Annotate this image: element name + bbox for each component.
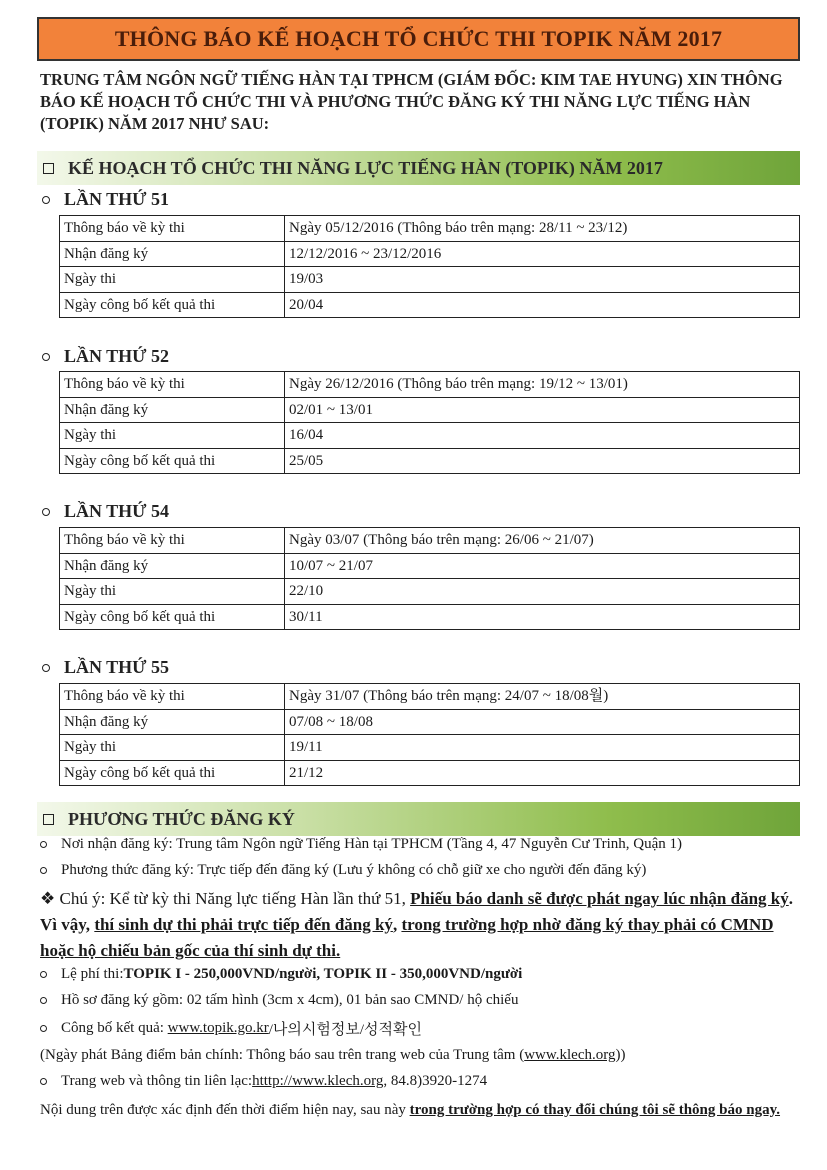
- row-label: Ngày công bố kết quả thi: [60, 760, 285, 786]
- note-emphasis-2: thí sinh dự thi phải trực tiếp đến đăng ký: [94, 915, 393, 934]
- row-value: Ngày 05/12/2016 (Thông báo trên mạng: 28/11 ~ 23/12): [285, 216, 800, 242]
- bullet-circle-icon: [40, 1025, 47, 1032]
- row-value: 02/01 ~ 13/01: [285, 397, 800, 423]
- certificate-note-prefix: (Ngày phát Bảng điểm bản chính: Thông báo sau trên trang web của Trung tâm (: [40, 1047, 525, 1063]
- round-heading: [42, 189, 169, 210]
- list-item: [40, 992, 518, 1009]
- table-row: [60, 760, 800, 786]
- closing-paragraph: [40, 1099, 800, 1121]
- table-row: [60, 579, 800, 605]
- round-heading-label: LẦN THỨ 55: [64, 657, 170, 677]
- row-value: Ngày 26/12/2016 (Thông báo trên mạng: 19/12 ~ 13/01): [285, 372, 800, 398]
- row-label: Nhận đăng ký: [60, 397, 285, 423]
- table-row: [60, 216, 800, 242]
- row-value: 25/05: [285, 448, 800, 474]
- row-label: Ngày công bố kết quả thi: [60, 604, 285, 630]
- row-label: Nhận đăng ký: [60, 241, 285, 267]
- round-heading-label: LẦN THỨ 52: [64, 346, 170, 366]
- diamond-bullet-icon: ❖: [40, 889, 56, 908]
- note-emphasis-1: Phiếu báo danh sẽ được phát ngay lúc nhận đăng ký: [410, 889, 789, 908]
- row-label: Thông báo về kỳ thi: [60, 528, 285, 554]
- reg-place-text: Nơi nhận đăng ký: Trung tâm Ngôn ngữ Tiếng Hàn tại TPHCM (Tầng 4, 47 Nguyễn Cư Trinh, Quận 1): [61, 836, 683, 852]
- klech-link[interactable]: www.klech.org: [524, 1047, 616, 1063]
- list-item: [40, 836, 682, 853]
- table-row: [60, 241, 800, 267]
- round-heading-label: LẦN THỨ 54: [64, 501, 170, 521]
- row-label: Nhận đăng ký: [60, 709, 285, 735]
- bullet-circle-icon: [40, 971, 47, 978]
- fee-label: Lệ phí thi:: [61, 966, 124, 982]
- contact-suffix: , 84.8)3920-1274: [383, 1073, 488, 1089]
- contact-label: Trang web và thông tin liên lạc:: [61, 1073, 253, 1089]
- row-value: 10/07 ~ 21/07: [285, 553, 800, 579]
- list-item: [40, 966, 522, 983]
- note-mid: . Vì vậy,: [40, 889, 793, 934]
- certificate-note: [40, 1044, 800, 1066]
- bullet-circle-icon: [42, 196, 50, 204]
- bullet-circle-icon: [42, 353, 50, 361]
- closing-emphasis: trong trường hợp có thay đổi chúng tôi sẽ thông báo ngay.: [409, 1102, 781, 1118]
- round-heading-label: LẦN THỨ 51: [64, 189, 170, 209]
- topik-link[interactable]: www.topik.go.kr: [167, 1020, 269, 1036]
- row-label: Thông báo về kỳ thi: [60, 684, 285, 710]
- bullet-circle-icon: [40, 867, 47, 874]
- list-item: [40, 862, 646, 879]
- row-value: 20/04: [285, 292, 800, 318]
- row-label: Thông báo về kỳ thi: [60, 372, 285, 398]
- schedule-table: [59, 683, 800, 786]
- table-row: [60, 735, 800, 761]
- table-row: [60, 553, 800, 579]
- table-row: [60, 372, 800, 398]
- documents-text: Hồ sơ đăng ký gồm: 02 tấm hình (3cm x 4cm), 01 bản sao CMND/ hộ chiếu: [61, 992, 519, 1008]
- section-registration-header: [37, 802, 800, 836]
- reg-method-text: Phương thức đăng ký: Trực tiếp đến đăng ký (Lưu ý không có chỗ giữ xe cho người đến đăng ký): [61, 862, 647, 878]
- round-heading: [42, 346, 169, 367]
- page-title: THÔNG BÁO KẾ HOẠCH TỔ CHỨC THI TOPIK NĂM 2017: [37, 17, 800, 61]
- table-row: [60, 423, 800, 449]
- section-schedule-header: [37, 151, 800, 185]
- note-emphasis-3: trong trường hợp nhờ đăng ký thay phải có CMND hoặc hộ chiếu bản gốc của thí sinh dự thi.: [40, 915, 774, 960]
- important-note: [40, 886, 800, 964]
- schedule-table: [59, 215, 800, 318]
- bullet-circle-icon: [42, 508, 50, 516]
- row-label: Ngày thi: [60, 735, 285, 761]
- row-value: Ngày 03/07 (Thông báo trên mạng: 26/06 ~ 21/07): [285, 528, 800, 554]
- row-value: 22/10: [285, 579, 800, 605]
- table-row: [60, 267, 800, 293]
- note-comma: ,: [392, 915, 402, 934]
- row-label: Ngày thi: [60, 423, 285, 449]
- table-row: [60, 292, 800, 318]
- row-value: 21/12: [285, 760, 800, 786]
- row-label: Ngày thi: [60, 267, 285, 293]
- bullet-circle-icon: [40, 1078, 47, 1085]
- row-label: Ngày công bố kết quả thi: [60, 448, 285, 474]
- row-value: 19/11: [285, 735, 800, 761]
- bullet-circle-icon: [42, 664, 50, 672]
- section-registration-title: PHƯƠNG THỨC ĐĂNG KÝ: [68, 808, 295, 829]
- row-value: Ngày 31/07 (Thông báo trên mạng: 24/07 ~ 18/08월): [285, 684, 800, 710]
- bullet-circle-icon: [40, 997, 47, 1004]
- table-row: [60, 448, 800, 474]
- row-value: 30/11: [285, 604, 800, 630]
- row-label: Thông báo về kỳ thi: [60, 216, 285, 242]
- row-value: 12/12/2016 ~ 23/12/2016: [285, 241, 800, 267]
- intro-paragraph: TRUNG TÂM NGÔN NGỮ TIẾNG HÀN TẠI TPHCM (GIÁM ĐỐC: KIM TAE HYUNG) XIN THÔNG BÁO KẾ HOẠCH TỔ CHỨC THI VÀ PHƯƠNG THỨC ĐĂNG KÝ THI NĂNG LỰC TIẾNG HÀN (TOPIK) NĂM 2017 NHƯ SAU:: [40, 70, 783, 133]
- table-row: [60, 528, 800, 554]
- results-label: Công bố kết quả:: [61, 1020, 164, 1036]
- bullet-circle-icon: [40, 841, 47, 848]
- results-suffix: /나의시험정보/성적확인: [268, 1022, 423, 1038]
- checkbox-square-icon: [43, 163, 54, 174]
- table-row: [60, 397, 800, 423]
- round-heading: [42, 657, 169, 678]
- row-value: 19/03: [285, 267, 800, 293]
- row-label: Ngày thi: [60, 579, 285, 605]
- fee-value: TOPIK I - 250,000VND/người, TOPIK II - 350,000VND/người: [123, 966, 523, 982]
- contact-link[interactable]: htttp://www.klech.org: [252, 1073, 384, 1089]
- note-prefix: Chú ý: Kể từ kỳ thi Năng lực tiếng Hàn lần thứ 51,: [59, 889, 411, 908]
- list-item: [40, 1073, 487, 1090]
- row-value: 16/04: [285, 423, 800, 449]
- table-row: [60, 709, 800, 735]
- table-row: [60, 684, 800, 710]
- checkbox-square-icon: [43, 814, 54, 825]
- section-schedule-title: KẾ HOẠCH TỔ CHỨC THI NĂNG LỰC TIẾNG HÀN (TOPIK) NĂM 2017: [68, 157, 663, 178]
- row-label: Ngày công bố kết quả thi: [60, 292, 285, 318]
- list-item: [40, 1018, 422, 1039]
- row-label: Nhận đăng ký: [60, 553, 285, 579]
- round-heading: [42, 501, 169, 522]
- table-row: [60, 604, 800, 630]
- schedule-table: [59, 527, 800, 630]
- certificate-note-suffix: )): [615, 1047, 626, 1063]
- row-value: 07/08 ~ 18/08: [285, 709, 800, 735]
- closing-prefix: Nội dung trên được xác định đến thời điểm hiện nay, sau này: [40, 1102, 410, 1118]
- schedule-table: [59, 371, 800, 474]
